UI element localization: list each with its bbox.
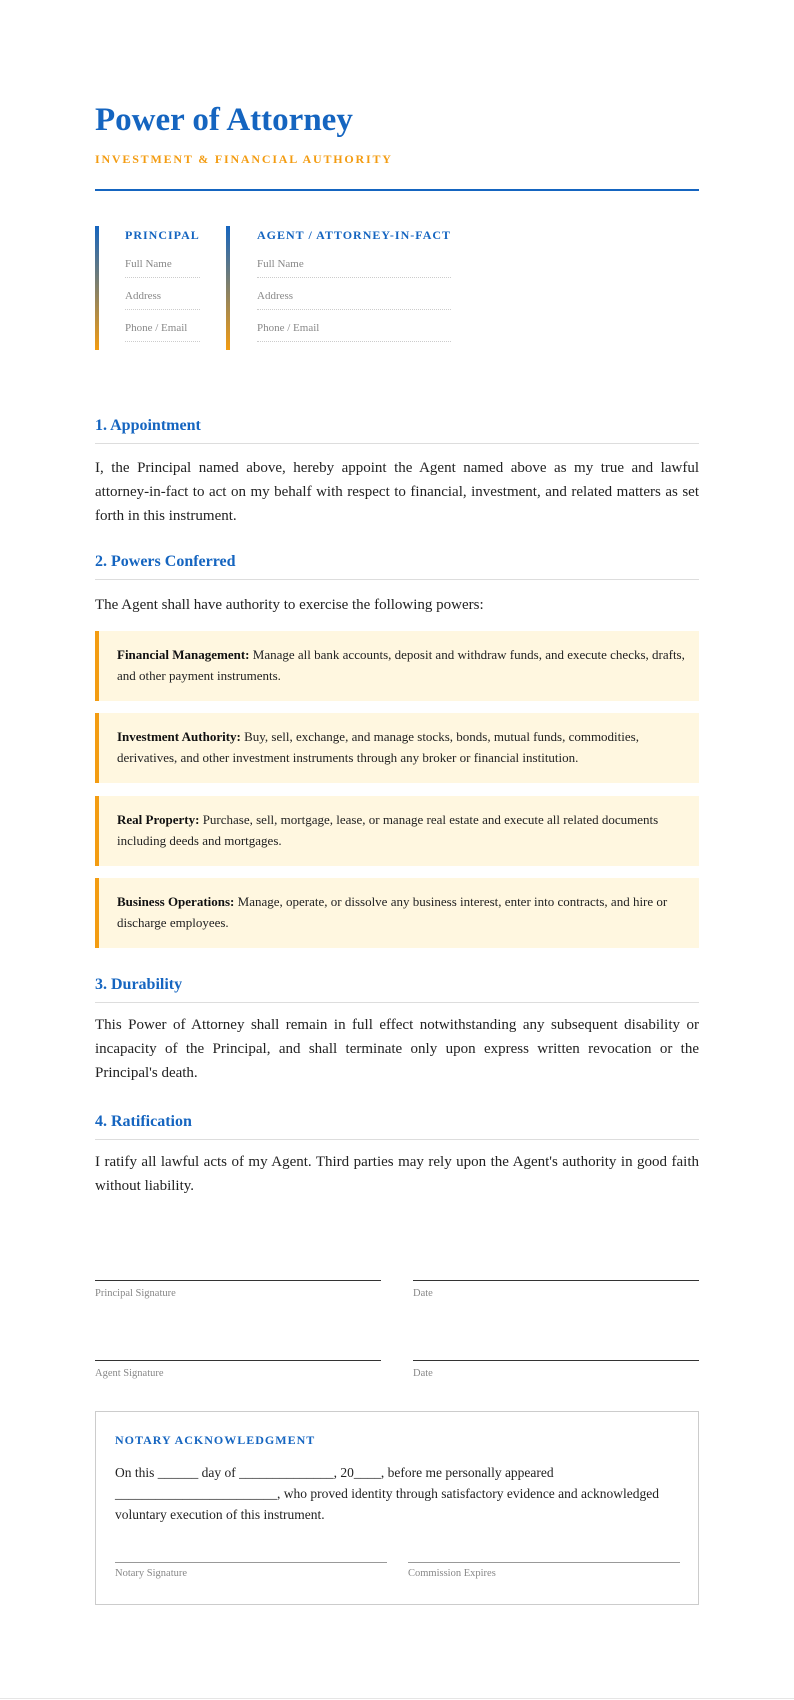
principal-contact-field[interactable]: Phone / Email xyxy=(125,322,200,342)
commission-expires-line[interactable] xyxy=(408,1562,680,1563)
section-body-ratification: I ratify all lawful acts of my Agent. Third parties may rely upon the Agent's authority in good faith without liability. xyxy=(95,1154,699,1194)
power-item-business xyxy=(95,878,699,948)
agent-contact-field[interactable]: Phone / Email xyxy=(257,322,451,342)
power-label: Business Operations: xyxy=(117,894,235,909)
section-heading-appointment: 1. Appointment xyxy=(95,417,699,444)
agent-heading: AGENT / ATTORNEY-IN-FACT xyxy=(257,228,452,242)
principal-full-name-field[interactable]: Full Name xyxy=(125,258,200,278)
notary-acknowledgment-box xyxy=(95,1411,699,1605)
title-divider xyxy=(95,189,699,191)
agent-accent-bar xyxy=(226,226,230,350)
principal-accent-bar xyxy=(95,226,99,350)
section-heading-powers: 2. Powers Conferred xyxy=(95,553,699,580)
principal-date-label: Date xyxy=(413,1288,433,1299)
power-label: Financial Management: xyxy=(117,647,250,662)
principal-address-field[interactable]: Address xyxy=(125,290,200,310)
power-text: Manage all bank accounts, deposit and withdraw funds, and execute checks, drafts, and other payment instruments. xyxy=(117,647,685,683)
section-heading-durability: 3. Durability xyxy=(95,976,699,1003)
section-body-powers: The Agent shall have authority to exercise the following powers: xyxy=(95,597,484,613)
principal-signature-label: Principal Signature xyxy=(95,1288,176,1299)
notary-heading: NOTARY ACKNOWLEDGMENT xyxy=(115,1433,316,1447)
document-subtitle: INVESTMENT & FINANCIAL AUTHORITY xyxy=(95,152,393,166)
section-body-durability: This Power of Attorney shall remain in full effect notwithstanding any subsequent disability or incapacity of the Principal, and shall terminate only upon express written revocation or the Principal's death. xyxy=(95,1017,699,1081)
power-text: Buy, sell, exchange, and manage stocks, bonds, mutual funds, commodities, derivatives, and other investment instruments through any broker or financial institution. xyxy=(117,729,639,765)
power-label: Real Property: xyxy=(117,812,200,827)
principal-signature-line[interactable] xyxy=(95,1280,381,1281)
document-title: Power of Attorney xyxy=(95,102,353,138)
power-text: Purchase, sell, mortgage, lease, or manage real estate and execute all related documents including deeds and mortgages. xyxy=(117,812,659,848)
agent-address-field[interactable]: Address xyxy=(257,290,451,310)
document-page xyxy=(95,0,699,1700)
agent-signature-label: Agent Signature xyxy=(95,1368,164,1379)
agent-signature-line[interactable] xyxy=(95,1360,381,1361)
principal-date-line[interactable] xyxy=(413,1280,699,1281)
power-item-financial xyxy=(95,631,699,701)
principal-block xyxy=(95,226,205,350)
power-item-real-property xyxy=(95,796,699,866)
agent-full-name-field[interactable]: Full Name xyxy=(257,258,451,278)
agent-block xyxy=(226,226,466,350)
power-item-investment xyxy=(95,713,699,783)
agent-date-label: Date xyxy=(413,1368,433,1379)
power-text: Manage, operate, or dissolve any business interest, enter into contracts, and hire or discharge employees. xyxy=(117,894,668,930)
section-heading-ratification: 4. Ratification xyxy=(95,1113,699,1140)
agent-date-line[interactable] xyxy=(413,1360,699,1361)
notary-signature-line[interactable] xyxy=(115,1562,387,1563)
notary-signature-label: Notary Signature xyxy=(115,1568,188,1579)
notary-text: On this ______ day of ______________, 20____, before me personally appeared ________________________, who proved identity through satisfactory evidence and acknowledged voluntary execution of this instrument. xyxy=(115,1465,660,1522)
principal-heading: PRINCIPAL xyxy=(125,228,200,242)
power-label: Investment Authority: xyxy=(117,729,241,744)
section-body-appointment: I, the Principal named above, hereby appoint the Agent named above as my true and lawful attorney-in-fact to act on my behalf with respect to financial, investment, and related matters as set forth in this instrument. xyxy=(95,460,699,524)
page-bottom-edge xyxy=(0,1698,794,1699)
commission-expires-label: Commission Expires xyxy=(408,1568,496,1579)
